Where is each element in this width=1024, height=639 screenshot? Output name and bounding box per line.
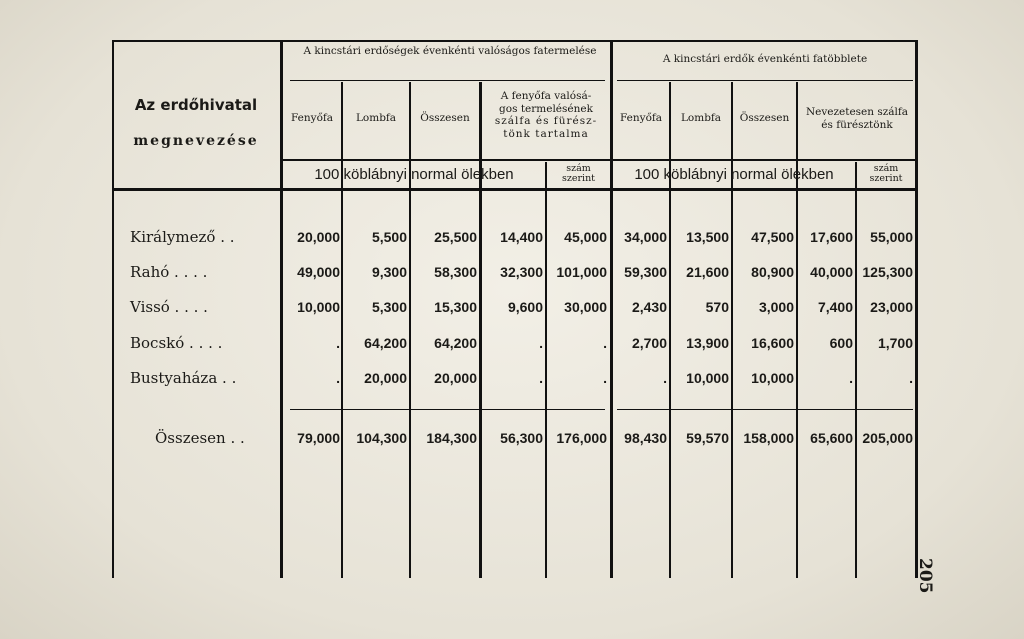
- col-header-lombfa: Lombfa: [355, 112, 397, 124]
- total-row-label: Összesen . .: [155, 429, 245, 447]
- col-rule: [545, 162, 547, 578]
- table-cell: 15,300: [434, 299, 477, 315]
- total-rule: [290, 409, 605, 410]
- table-cell: 3,000: [758, 299, 794, 315]
- table-cell: 79,000: [297, 430, 340, 446]
- table-cell: .: [603, 370, 607, 386]
- table-cell: .: [909, 370, 913, 386]
- table-cell: 20,000: [297, 229, 340, 245]
- table-cell: 158,000: [743, 430, 794, 446]
- col-rule: [796, 82, 798, 578]
- table-cell: 59,300: [624, 264, 667, 280]
- table-left-rule: [112, 40, 114, 578]
- unit-label-szam: [547, 164, 610, 185]
- col-header-nevezetesen-line: Nevezetesen szálfa: [805, 106, 909, 118]
- unit-label-szam-2: [857, 164, 915, 185]
- table-cell: 56,300: [500, 430, 543, 446]
- table-cell: 5,300: [371, 299, 407, 315]
- table-cell: 10,000: [297, 299, 340, 315]
- col-header-nevezetesen-line: és fürésztönk: [821, 118, 893, 131]
- table-cell: 101,000: [556, 264, 607, 280]
- group-heading-surplus: A kincstári erdők évenkénti fatöbblete: [662, 53, 868, 65]
- col-header-fenyofa-2: Fenyőfa: [619, 112, 663, 124]
- table-cell: 176,000: [556, 430, 607, 446]
- col-header-szalfa-line: A fenyőfa valósá-: [500, 90, 592, 102]
- office-name-heading-2: megnevezése: [133, 133, 259, 149]
- table-cell: 2,700: [631, 335, 667, 351]
- table-cell: .: [539, 370, 543, 386]
- table-cell: 16,600: [751, 335, 794, 351]
- table-cell: 21,600: [686, 264, 729, 280]
- table-cell: .: [663, 370, 667, 386]
- table-cell: 9,300: [371, 264, 407, 280]
- table-cell: 184,300: [426, 430, 477, 446]
- col-header-szalfa-line: gos termelésének: [499, 102, 593, 115]
- table-cell: .: [336, 370, 340, 386]
- table-row-label: Rahó . . . .: [130, 263, 208, 281]
- table-cell: 7,400: [817, 299, 853, 315]
- unit-row-rule: [283, 159, 916, 161]
- table-cell: 125,300: [862, 264, 913, 280]
- unit-label-szam-line: szám: [873, 163, 899, 174]
- col-header-fenyofa: Fenyőfa: [290, 112, 334, 124]
- table-row-label: Vissó . . . .: [130, 298, 208, 316]
- unit-label-szam-line: szerint: [561, 173, 596, 185]
- table-cell: 10,000: [686, 370, 729, 386]
- table-cell: 2,430: [631, 299, 667, 315]
- table-row-label: Bocskó . . . .: [130, 334, 223, 352]
- col-header-nevezetesen: [798, 106, 916, 131]
- table-cell: 205,000: [862, 430, 913, 446]
- table-row-label: Bustyaháza . .: [130, 369, 237, 387]
- table-cell: 17,600: [810, 229, 853, 245]
- table-cell: 32,300: [500, 264, 543, 280]
- table-cell: .: [336, 335, 340, 351]
- table-cell: 45,000: [564, 229, 607, 245]
- col-header-osszesen-2: Összesen: [739, 112, 790, 124]
- table-cell: 49,000: [297, 264, 340, 280]
- table-cell: 58,300: [434, 264, 477, 280]
- table-cell: .: [539, 335, 543, 351]
- table-cell: 14,400: [500, 229, 543, 245]
- table-cell: 20,000: [434, 370, 477, 386]
- unit-label-szam-line: szám: [566, 163, 591, 174]
- col-rule: [409, 82, 411, 578]
- table-cell: 570: [705, 299, 729, 315]
- col-rule: [341, 82, 343, 578]
- table-cell: 65,600: [810, 430, 853, 446]
- table-cell: .: [603, 335, 607, 351]
- total-rule: [617, 409, 913, 410]
- table-row-label: Királymező . .: [130, 228, 235, 246]
- table-cell: 80,900: [751, 264, 794, 280]
- table-cell: 64,200: [364, 335, 407, 351]
- table-cell: 10,000: [751, 370, 794, 386]
- table-cell: 64,200: [434, 335, 477, 351]
- table-cell: 1,700: [877, 335, 913, 351]
- table-cell: 40,000: [810, 264, 853, 280]
- table-cell: .: [849, 370, 853, 386]
- group-heading-production: A kincstári erdőségek évenkénti valóságos fatermelése: [303, 45, 597, 57]
- col-header-lombfa-2: Lombfa: [680, 112, 722, 124]
- col-rule: [855, 162, 857, 578]
- col-rule: [479, 82, 482, 578]
- unit-label-szam-line: szerint: [869, 173, 903, 185]
- col-header-osszesen: Összesen: [420, 112, 470, 124]
- unit-label-normal-2: 100 köblábnyi normal ölekben: [634, 166, 834, 183]
- table-cell: 55,000: [870, 229, 913, 245]
- table-cell: 13,500: [686, 229, 729, 245]
- table-cell: 47,500: [751, 229, 794, 245]
- table-cell: 25,500: [434, 229, 477, 245]
- table-cell: 600: [829, 335, 853, 351]
- table-cell: 59,570: [686, 430, 729, 446]
- table-cell: 13,900: [686, 335, 729, 351]
- table-cell: 23,000: [870, 299, 913, 315]
- table-cell: 34,000: [624, 229, 667, 245]
- table-top-rule: [112, 40, 918, 42]
- col-header-szalfa-line: tönk tartalma: [503, 127, 589, 140]
- col-header-szalfa-line: szálfa és fürész-: [494, 115, 598, 128]
- header-bottom-rule: [114, 188, 917, 191]
- table-cell: 9,600: [507, 299, 543, 315]
- col-rule: [669, 82, 671, 578]
- page-number: 205: [915, 558, 935, 594]
- col-header-szalfa: [482, 90, 610, 140]
- unit-label-normal: 100 köblábnyi normal ölekben: [314, 166, 514, 183]
- table-cell: 98,430: [624, 430, 667, 446]
- col-rule: [731, 82, 733, 578]
- table-cell: 20,000: [364, 370, 407, 386]
- office-name-heading: Az erdőhivatal: [134, 96, 258, 114]
- group-head-rule: [290, 80, 605, 81]
- group-head-rule: [617, 80, 913, 81]
- table-cell: 104,300: [356, 430, 407, 446]
- table-cell: 30,000: [564, 299, 607, 315]
- table-cell: 5,500: [371, 229, 407, 245]
